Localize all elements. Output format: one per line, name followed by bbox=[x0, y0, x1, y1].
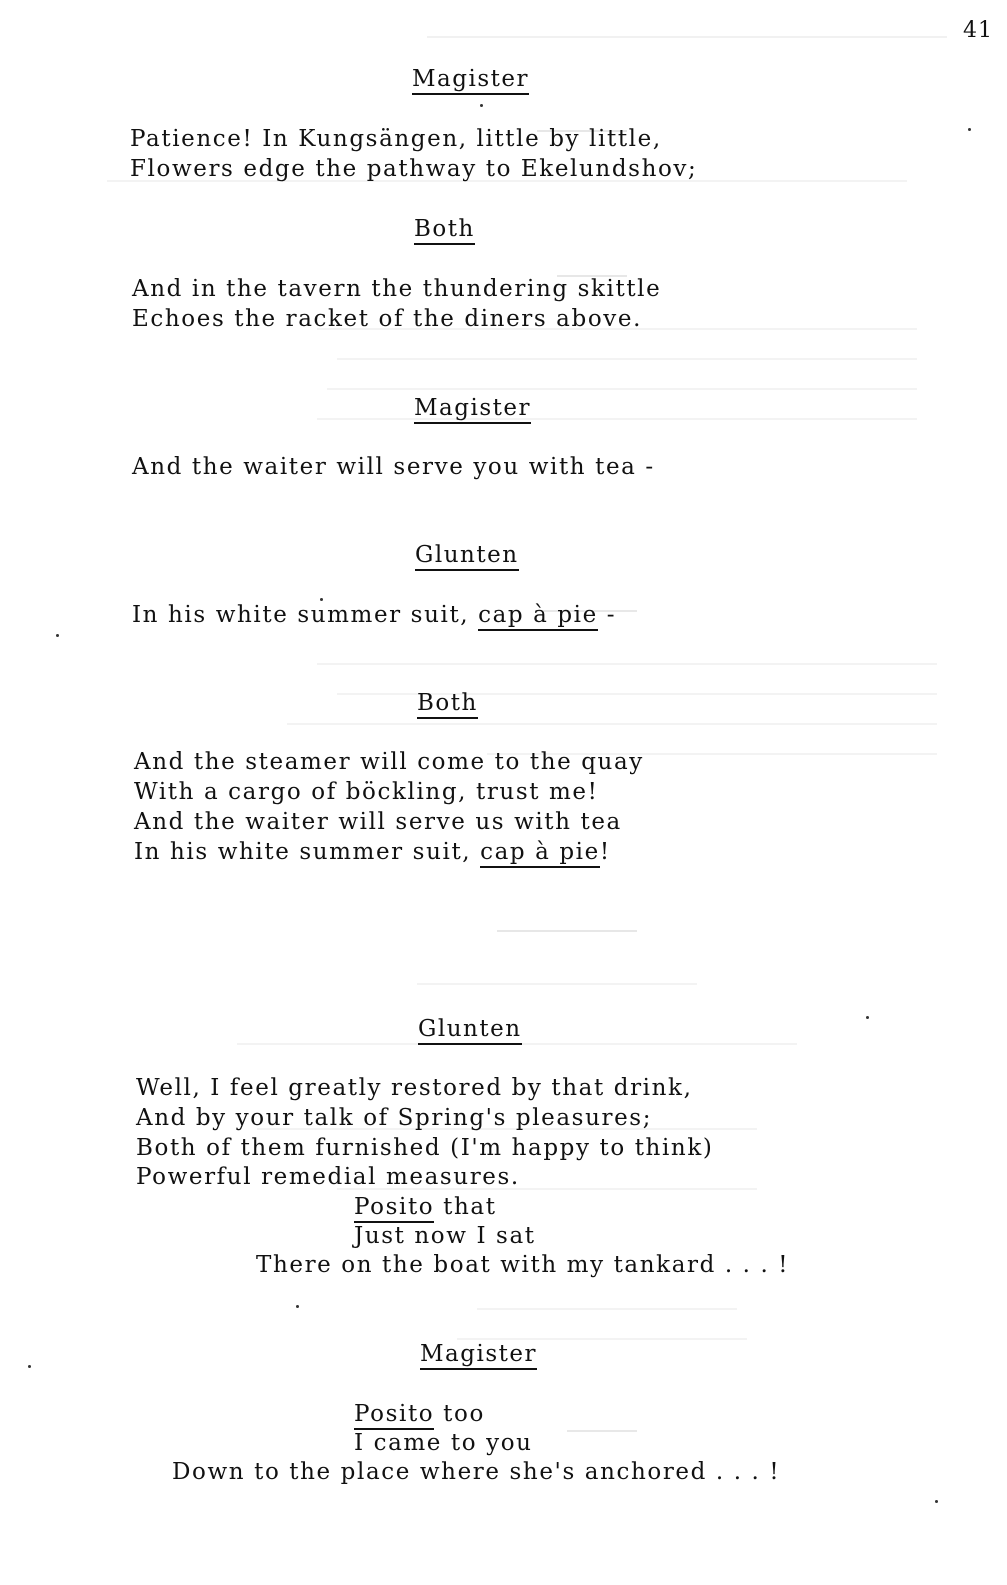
speaker-heading bbox=[412, 66, 529, 92]
line-text: that bbox=[434, 1194, 497, 1220]
line-text: In his white summer suit, bbox=[134, 839, 481, 865]
speaker-name: Both bbox=[414, 216, 475, 245]
line-text: In his white summer suit, bbox=[132, 602, 479, 628]
verse-line: Patience! In Kungsängen, little by little, bbox=[130, 126, 662, 152]
line-text: too bbox=[434, 1401, 485, 1427]
scan-speck bbox=[56, 634, 59, 637]
speaker-name: Both bbox=[417, 690, 478, 719]
speaker-name: Magister bbox=[414, 395, 531, 424]
speaker-name: Glunten bbox=[418, 1016, 522, 1045]
line-text: - bbox=[597, 602, 617, 628]
verse-line: And the waiter will serve us with tea bbox=[134, 809, 622, 835]
verse-line: Well, I feel greatly restored by that drink, bbox=[136, 1075, 693, 1101]
speaker-name: Magister bbox=[420, 1341, 537, 1370]
line-text: ! bbox=[599, 839, 611, 865]
scan-speck bbox=[320, 598, 323, 601]
underlined-phrase: Posito bbox=[354, 1194, 434, 1223]
verse-line bbox=[132, 600, 616, 630]
verse-line: With a cargo of böckling, trust me! bbox=[134, 779, 599, 805]
verse-line bbox=[354, 1192, 497, 1222]
speaker-heading bbox=[418, 1016, 522, 1042]
speaker-heading bbox=[414, 395, 531, 421]
scan-speck bbox=[296, 1305, 299, 1308]
speaker-heading bbox=[417, 690, 478, 716]
scan-speck bbox=[866, 1016, 869, 1019]
verse-line: Echoes the racket of the diners above. bbox=[132, 306, 642, 332]
verse-line: Flowers edge the pathway to Ekelundshov; bbox=[130, 156, 698, 182]
verse-line bbox=[354, 1399, 485, 1429]
speaker-heading bbox=[420, 1341, 537, 1367]
underlined-phrase: cap à pie bbox=[480, 839, 600, 868]
verse-line: And the steamer will come to the quay bbox=[134, 749, 644, 775]
verse-line: There on the boat with my tankard . . . ! bbox=[256, 1252, 790, 1278]
page-number: 41 bbox=[963, 18, 993, 43]
verse-line: Both of them furnished (I'm happy to think) bbox=[136, 1135, 714, 1161]
verse-line: Down to the place where she's anchored . . . ! bbox=[172, 1459, 781, 1485]
speaker-heading bbox=[415, 542, 519, 568]
scan-speck bbox=[28, 1365, 31, 1368]
underlined-phrase: cap à pie bbox=[478, 602, 598, 631]
speaker-name: Magister bbox=[412, 66, 529, 95]
verse-line: Just now I sat bbox=[354, 1223, 536, 1249]
scan-speck bbox=[935, 1500, 938, 1503]
speaker-heading bbox=[414, 216, 475, 242]
verse-line bbox=[134, 837, 611, 867]
verse-line: And by your talk of Spring's pleasures; bbox=[136, 1105, 653, 1131]
verse-line: And in the tavern the thundering skittle bbox=[132, 276, 662, 302]
verse-line: And the waiter will serve you with tea - bbox=[132, 454, 655, 480]
underlined-phrase: Posito bbox=[354, 1401, 434, 1430]
verse-line: I came to you bbox=[354, 1430, 533, 1456]
scan-speck bbox=[480, 104, 483, 107]
verse-line: Powerful remedial measures. bbox=[136, 1164, 520, 1190]
speaker-name: Glunten bbox=[415, 542, 519, 571]
scan-speck bbox=[968, 128, 971, 131]
